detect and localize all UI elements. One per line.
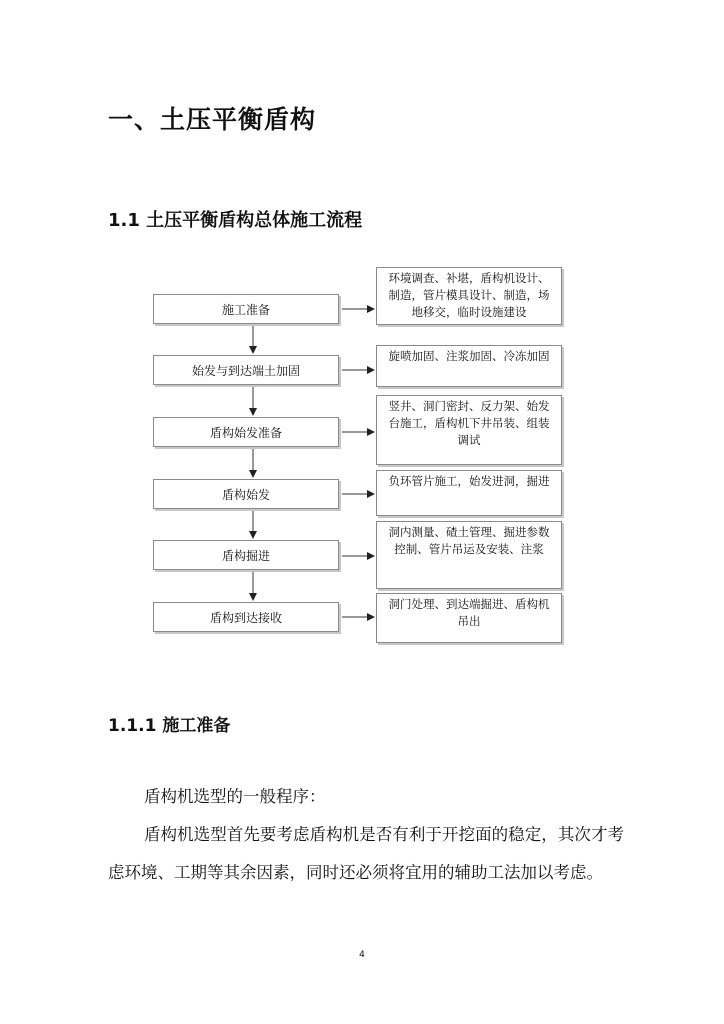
heading-2: 1.1 土压平衡盾构总体施工流程 [108,210,363,231]
note-box-5: 洞内测量、碴土管理、掘进参数控制、管片吊运及安装、注浆 [376,521,562,589]
step-box-6: 盾构到达接收 [153,602,339,632]
step-box-4: 盾构始发 [153,479,339,509]
heading-3: 1.1.1 施工准备 [108,716,231,736]
step-box-2: 始发与到达端土加固 [153,355,339,385]
note-box-1: 环境调查、补堪，盾构机设计、制造，管片模具设计、制造，场地移交，临时设施建设 [376,267,562,325]
step-box-1: 施工准备 [153,294,339,324]
paragraph-1: 盾构机选型的一般程序： [144,787,326,806]
step-box-3: 盾构始发准备 [153,417,339,447]
step-box-5: 盾构掘进 [153,540,339,570]
note-box-6: 洞门处理、到达端掘进、盾构机吊出 [376,593,562,643]
heading-1: 一、土压平衡盾构 [108,105,317,134]
note-box-2: 旋喷加固、注浆加固、冷冻加固 [376,345,562,387]
note-box-4: 负环管片施工，始发进洞，掘进 [376,470,562,516]
page-number: 4 [359,950,365,960]
note-box-3: 竖井、洞门密封、反力架、始发台施工，盾构机下井吊装、组装调试 [376,395,562,465]
paragraph-2: 盾构机选型首先要考虑盾构机是否有利于开挖面的稳定，其次才考虑环境、工期等其余因素，同时还必须将宜用的辅助工法加以考虑。 [108,825,624,882]
